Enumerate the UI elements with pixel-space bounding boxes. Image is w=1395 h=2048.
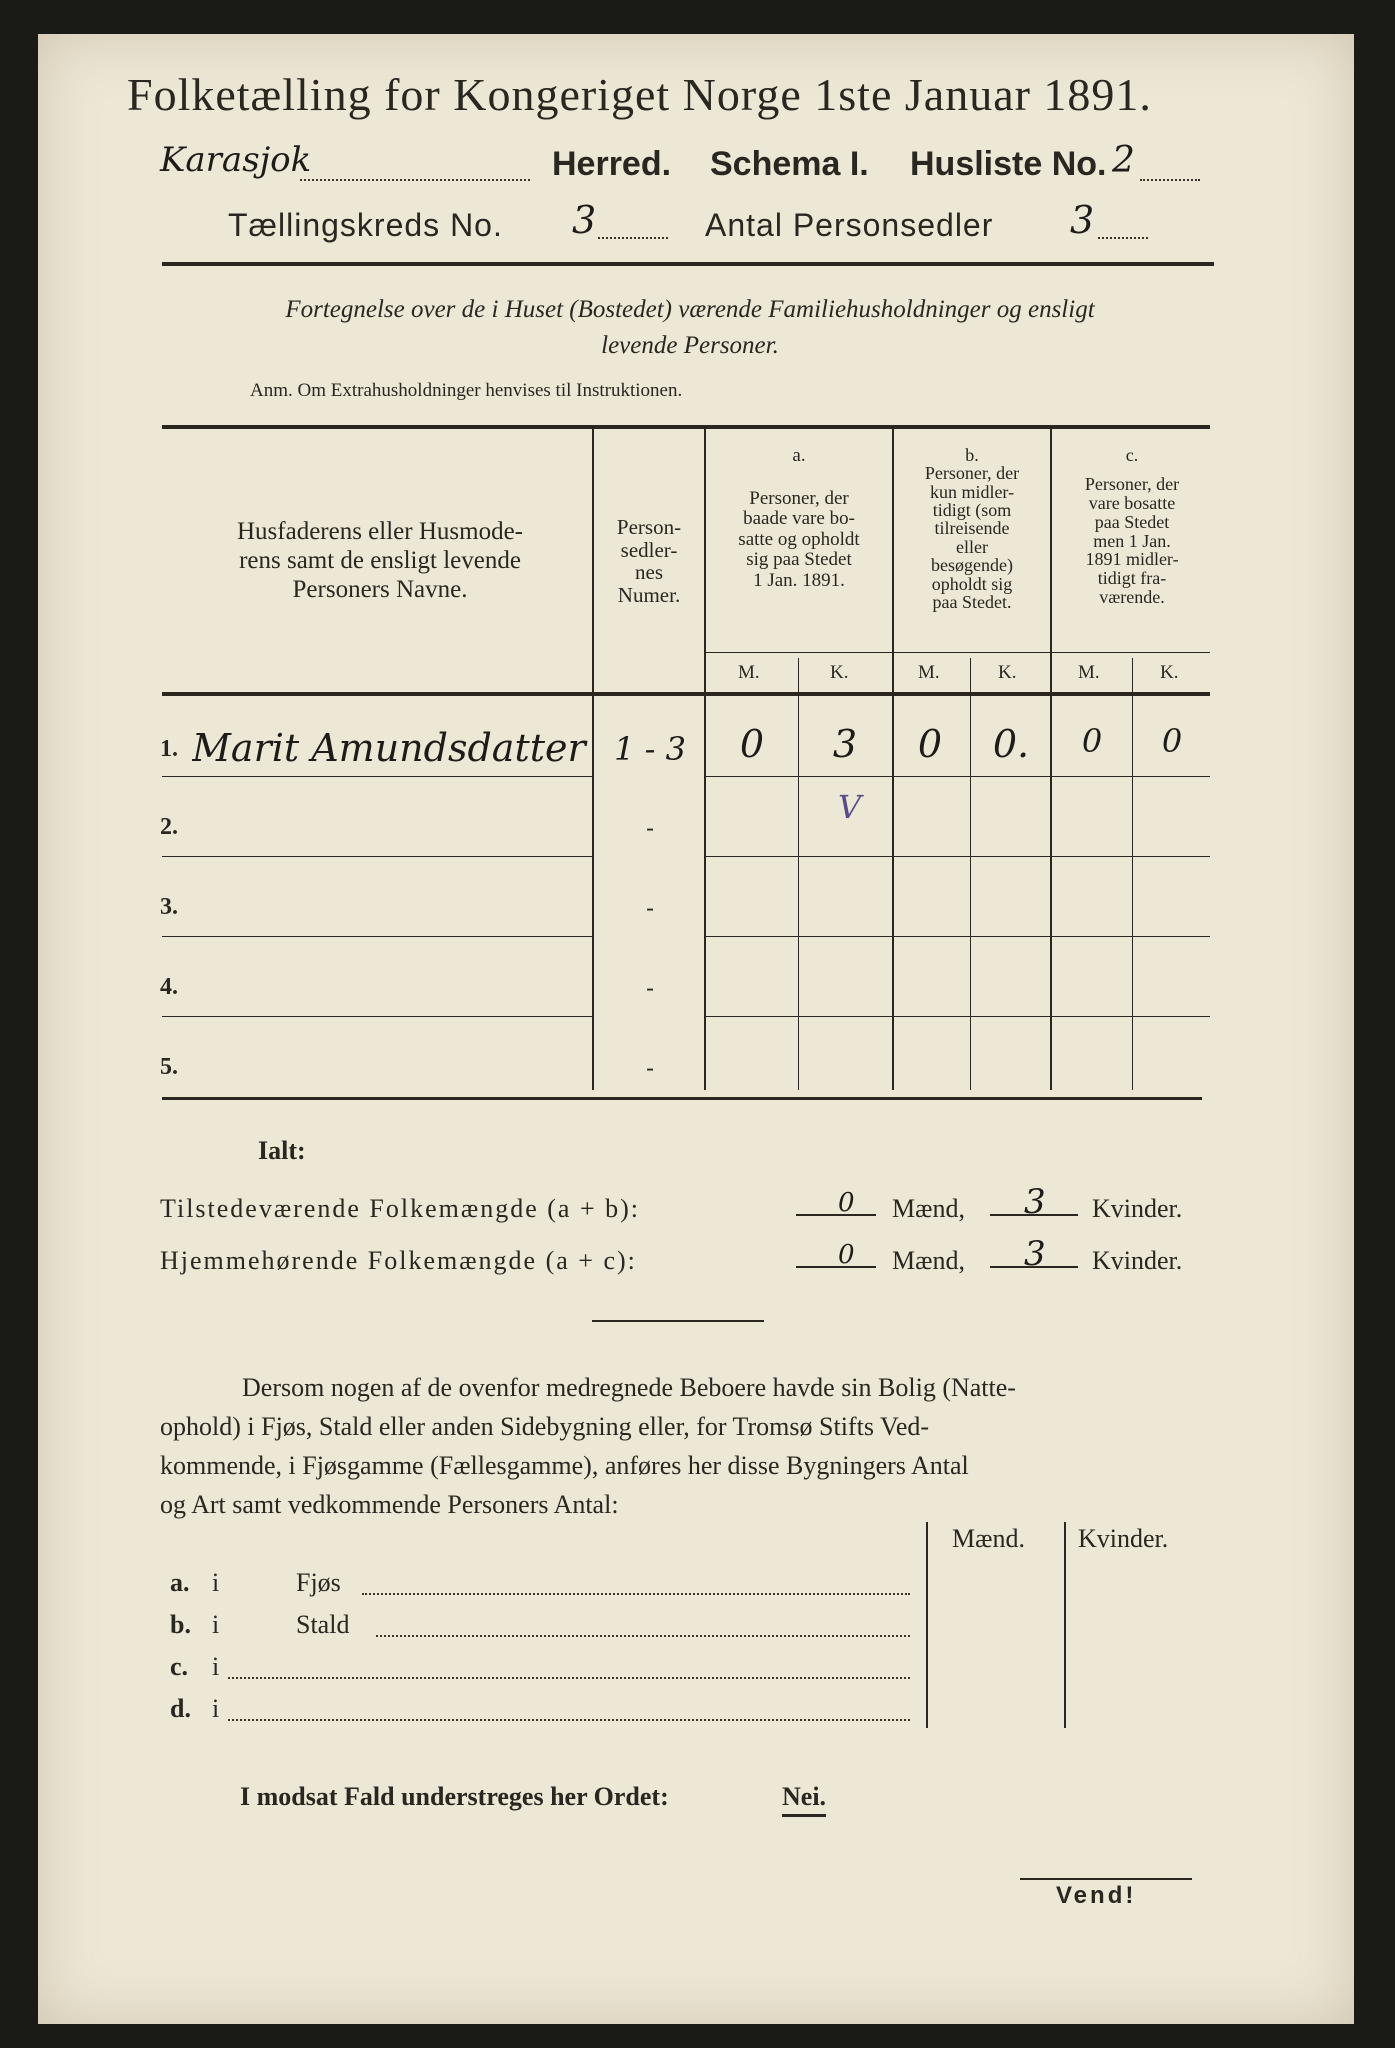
table-bottom-rule [162,1097,1202,1100]
col-rule-b-mk [970,658,971,1090]
row-1-b-k: 0. [992,722,1030,766]
row-rule-4a [162,1016,592,1017]
ialt-label: Ialt: [258,1136,306,1165]
schema-label: Schema I. [710,145,869,183]
total-line-2-k: 3 [1024,1234,1046,1274]
vend-label: Vend! [1056,1882,1137,1909]
instruction-paragraph [160,1368,1210,1524]
row-1-b-m: 0 [917,722,943,766]
header-rule [162,262,1214,266]
paragraph-line-4: og Art samt vedkommende Personers Antal: [160,1490,619,1519]
row-2-number: 2. [160,814,178,840]
husliste-label: Husliste No. [910,145,1107,183]
nei-line-prefix: I modsat Fald understreges her Ordet: [240,1782,669,1811]
total-line-1-m: 0 [838,1188,855,1218]
row-rule-3b [706,936,1210,937]
col-name-line-2: rens samt de ensligt levende [239,546,521,574]
col-name-line-3: Personers Navne. [292,575,468,603]
subtitle-line-2: levende Personer. [601,332,779,359]
row-rule-1a [162,776,592,777]
herred-dots [300,178,530,181]
subtitle-line-1: Fortegnelse over de i Huset (Bostedet) værende Familiehusholdninger og ensligt [285,296,1095,323]
building-b-label: Stald [296,1610,350,1639]
label-a-k: K. [830,662,849,683]
row-2-num: - [645,814,655,842]
total-line-1-label: Tilstedeværende Folkemængde (a + b): [160,1194,640,1223]
col-a-line-4: sig paa Stedet [746,549,852,571]
col-a-line-2: baade vare bo- [743,508,855,530]
total-line-2-kvinder: Kvinder. [1092,1246,1183,1275]
row-1-num: 1 - 3 [614,730,686,768]
paragraph-line-2: ophold) i Fjøs, Stald eller anden Sidebygning eller, for Tromsø Stifts Ved- [160,1412,930,1441]
building-b-i: i [212,1610,220,1639]
col-a-line-5: 1 Jan. 1891. [753,569,845,591]
section-divider [592,1320,764,1322]
row-rule-1b [706,776,1210,777]
row-5-num: - [645,1054,655,1082]
col-b-line-5: eller [956,536,988,557]
col-num-line-3: nes [635,560,663,585]
building-d-letter: d. [170,1694,191,1723]
building-d-dots [228,1718,910,1721]
row-rule-4b [706,1016,1210,1017]
paragraph-line-1: Dersom nogen af de ovenfor medregnede Beboere havde sin Bolig (Natte- [242,1373,1016,1402]
husliste-value: 2 [1112,140,1135,181]
buildings-rule-1 [926,1522,928,1728]
building-c-letter: c. [170,1652,189,1681]
buildings-kvinder-header: Kvinder. [1078,1524,1169,1553]
col-c-line-7: værende. [1099,587,1165,608]
row-4-number: 4. [160,974,178,1000]
col-c-line-3: paa Stedet [1094,511,1170,532]
row-1-c-m: 0 [1081,722,1103,760]
total-line-1-maend: Mænd, [892,1194,965,1223]
building-c-i: i [212,1652,220,1681]
row-1-a-k: 3 [832,722,858,766]
col-b-line-6: besøgende) [931,555,1013,576]
col-c-line-2: vare bosatte [1088,492,1176,513]
total-line-2-m: 0 [838,1240,855,1270]
col-header-b [894,446,1050,611]
row-1-name: Marit Amundsdatter [192,726,586,770]
col-a-line-1: Personer, der [749,487,849,509]
building-b-letter: b. [170,1610,191,1639]
label-a-m: M. [738,662,760,683]
col-num-line-4: Numer. [617,583,681,608]
total-line-2-maend: Mænd, [892,1246,965,1275]
col-b-line-4: tilreisende [934,518,1010,539]
husliste-dots [1140,178,1200,181]
col-c-line-1: Personer, der [1084,473,1180,494]
row-5-number: 5. [160,1054,178,1080]
col-header-num [594,516,704,607]
col-rule-c-mk [1132,658,1133,1090]
table-header-bottom-rule [162,692,1210,696]
col-c-letter: c. [1125,445,1139,465]
antal-dots [1098,236,1148,239]
col-b-line-8: paa Stedet. [932,591,1012,612]
row-rule-2a [162,856,592,857]
buildings-maend-header: Mænd. [952,1524,1025,1553]
col-name-line-1: Husfaderens eller Husmode- [236,518,523,545]
col-header-name [170,518,590,604]
antal-label: Antal Personsedler [705,207,994,243]
total-line-1-kvinder: Kvinder. [1092,1194,1183,1223]
col-c-line-6: tidigt fra- [1097,568,1167,589]
col-b-line-1: Personer, der [924,463,1020,484]
col-c-line-4: men 1 Jan. [1093,530,1171,551]
note: Anm. Om Extrahusholdninger henvises til Instruktionen. [250,380,683,401]
kreds-value: 3 [572,198,597,242]
kreds-label: Tællingskreds No. [228,207,503,243]
total-line-1-m-rule [796,1214,876,1216]
label-b-k: K. [998,662,1017,683]
vend-rule [1020,1878,1192,1880]
col-header-c [1052,446,1212,607]
col-a-line-3: satte og opholdt [738,528,860,550]
antal-value: 3 [1070,198,1095,242]
row-4-num: - [645,974,655,1002]
col-num-line-1: Person- [616,515,682,539]
buildings-rule-2 [1064,1522,1066,1728]
label-c-m: M. [1078,662,1100,683]
row-1-number: 1. [160,736,178,762]
row-3-number: 3. [160,894,178,920]
col-rule-a-mk [798,658,799,1090]
herred-value: Karasjok [160,140,312,180]
building-a-i: i [212,1568,220,1597]
col-header-a [706,446,892,591]
building-a-dots [362,1592,910,1595]
total-line-2-label: Hjemmehørende Folkemængde (a + c): [160,1246,637,1275]
col-b-line-2: kun midler- [929,481,1015,502]
label-c-k: K. [1160,662,1179,683]
kreds-dots [598,236,668,239]
total-line-1-k: 3 [1024,1182,1046,1222]
label-b-m: M. [918,662,940,683]
total-line-2-m-rule [796,1266,876,1268]
col-a-letter: a. [792,445,806,466]
col-num-line-2: sedler- [620,537,678,562]
row-3-num: - [645,894,655,922]
mk-rule [704,652,1210,653]
col-b-line-7: opholdt sig [931,573,1013,594]
col-b-line-3: tidigt (som [932,500,1012,521]
row-1-c-k: 0 [1161,722,1183,760]
checkmark: V [838,788,862,826]
nei-word: Nei. [782,1782,826,1817]
col-c-line-5: 1891 midler- [1085,549,1179,570]
row-1-a-m: 0 [739,722,765,766]
row-rule-3a [162,936,592,937]
building-c-dots [228,1676,910,1679]
paragraph-line-3: kommende, i Fjøsgamme (Fællesgamme), anføres her disse Bygningers Antal [160,1451,969,1480]
form-title: Folketælling for Kongeriget Norge 1ste Januar 1891. [127,69,1152,120]
building-d-i: i [212,1694,220,1723]
building-a-letter: a. [170,1568,190,1597]
col-b-letter: b. [965,445,979,465]
building-b-dots [376,1634,910,1637]
table-top-rule [162,425,1210,429]
herred-label: Herred. [552,145,672,183]
building-a-label: Fjøs [296,1568,341,1597]
row-rule-2b [706,856,1210,857]
